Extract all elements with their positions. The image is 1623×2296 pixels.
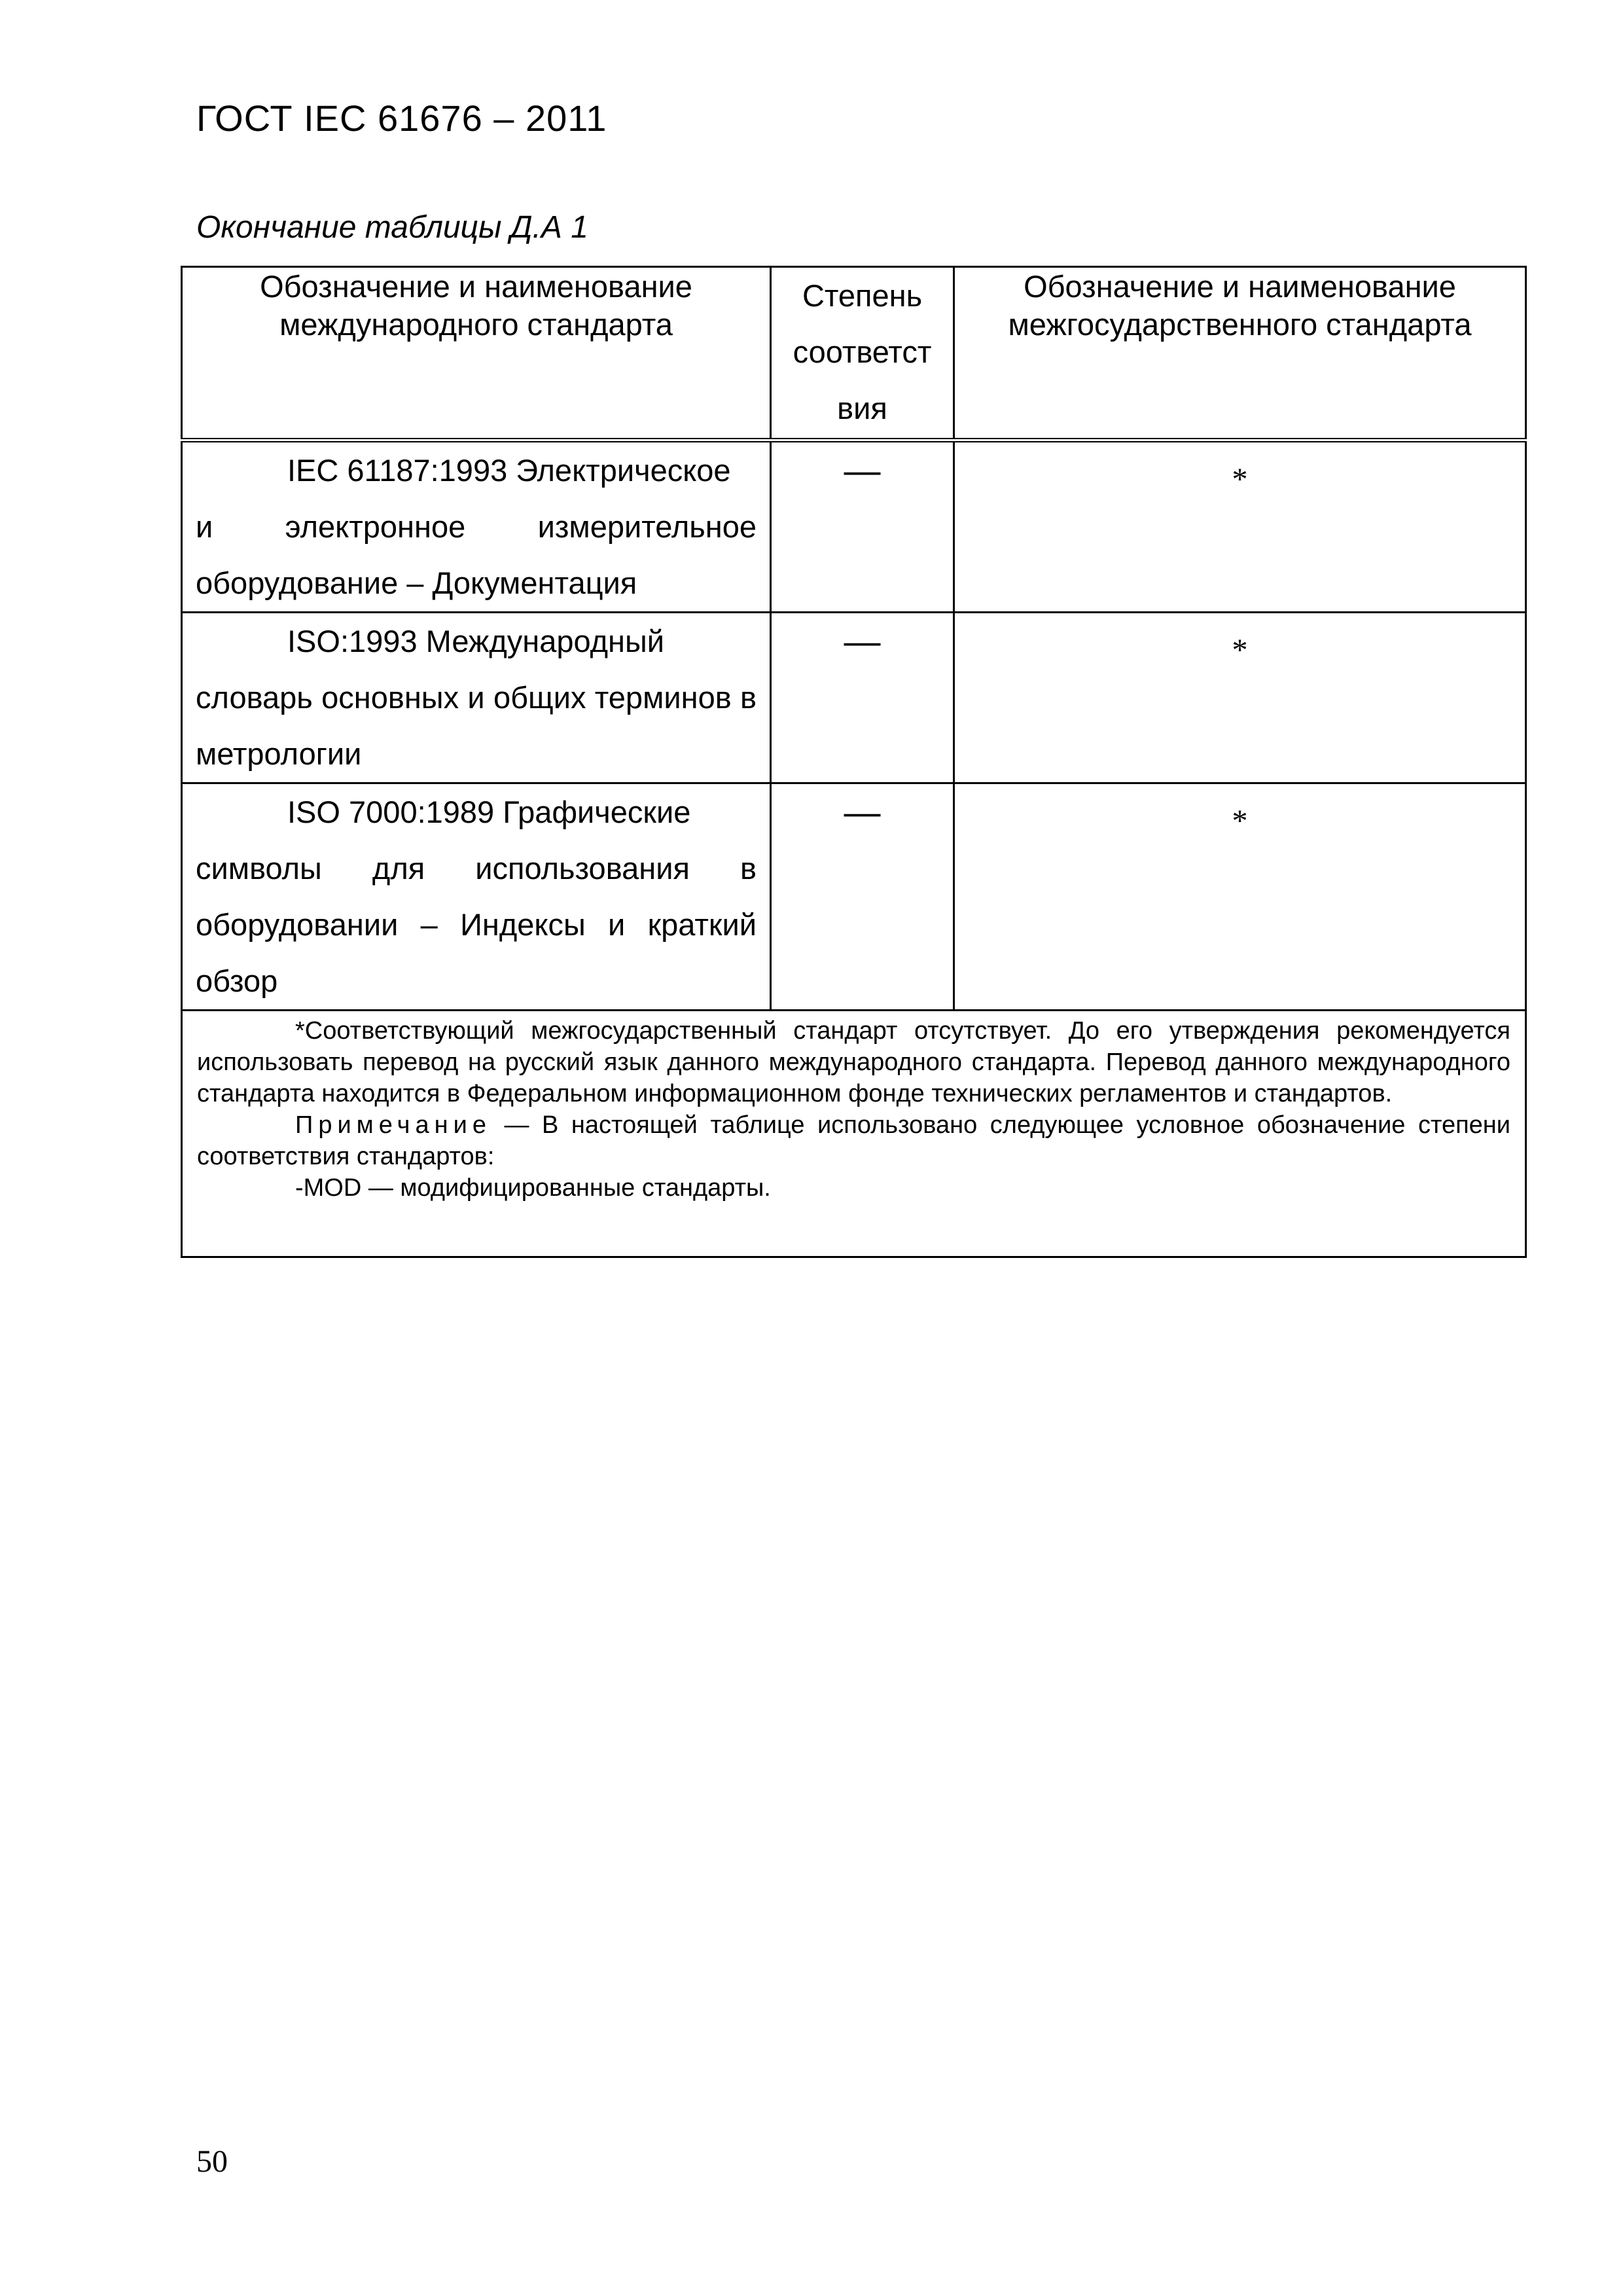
note-text: — В настоящей таблице использовано следующее условное обозначение степени соответствия стандартов:	[197, 1111, 1510, 1170]
international-standard-cell	[182, 783, 771, 1011]
degree-cell: —	[771, 613, 954, 783]
footnote-cell	[182, 1011, 1526, 1257]
footnote-text: *Соответствующий межгосударственный стандарт отсутствует. До его утверждения рекомендуется использовать перевод на русский язык данного международного стандарта. Перевод данного международного стандарта находится в Федеральном информационном фонде технических регламентов и стандартов.	[197, 1017, 1510, 1107]
mod-legend: -MOD — модифицированные стандарты.	[295, 1174, 771, 1202]
column-header-degree: Степень соответст вия	[771, 267, 954, 440]
table-row	[182, 783, 1526, 1011]
standard-title: словарь основных и общих терминов в метрологии	[196, 680, 757, 771]
standard-title: и электронное измерительное оборудование – Документация	[196, 509, 757, 600]
standard-designation: ISO:1993 Международный	[287, 624, 665, 658]
document-header: ГОСТ IEC 61676 – 2011	[196, 98, 607, 139]
note-paragraph	[197, 1109, 1510, 1172]
note-label: Примечание	[295, 1111, 491, 1139]
standard-title: символы для использования в оборудовании – Индексы и краткий обзор	[196, 851, 757, 998]
international-standard-cell	[182, 613, 771, 783]
table-footnote-row	[182, 1011, 1526, 1257]
standard-designation: ISO 7000:1989 Графические	[287, 795, 691, 829]
table-row	[182, 440, 1526, 613]
degree-cell: —	[771, 783, 954, 1011]
interstate-standard-cell: *	[954, 440, 1526, 613]
standard-designation: IEC 61187:1993 Электрическое	[287, 453, 731, 488]
table-header-row	[182, 267, 1526, 440]
international-standard-cell	[182, 440, 771, 613]
interstate-standard-cell: *	[954, 783, 1526, 1011]
page-number: 50	[196, 2144, 228, 2179]
degree-cell: —	[771, 440, 954, 613]
column-header-interstate: Обозначение и наименование межгосударственного стандарта	[954, 267, 1526, 440]
standards-table	[181, 266, 1527, 1258]
table-row	[182, 613, 1526, 783]
column-header-international: Обозначение и наименование международного стандарта	[182, 267, 771, 440]
interstate-standard-cell: *	[954, 613, 1526, 783]
table-caption: Окончание таблицы Д.А 1	[196, 210, 588, 245]
